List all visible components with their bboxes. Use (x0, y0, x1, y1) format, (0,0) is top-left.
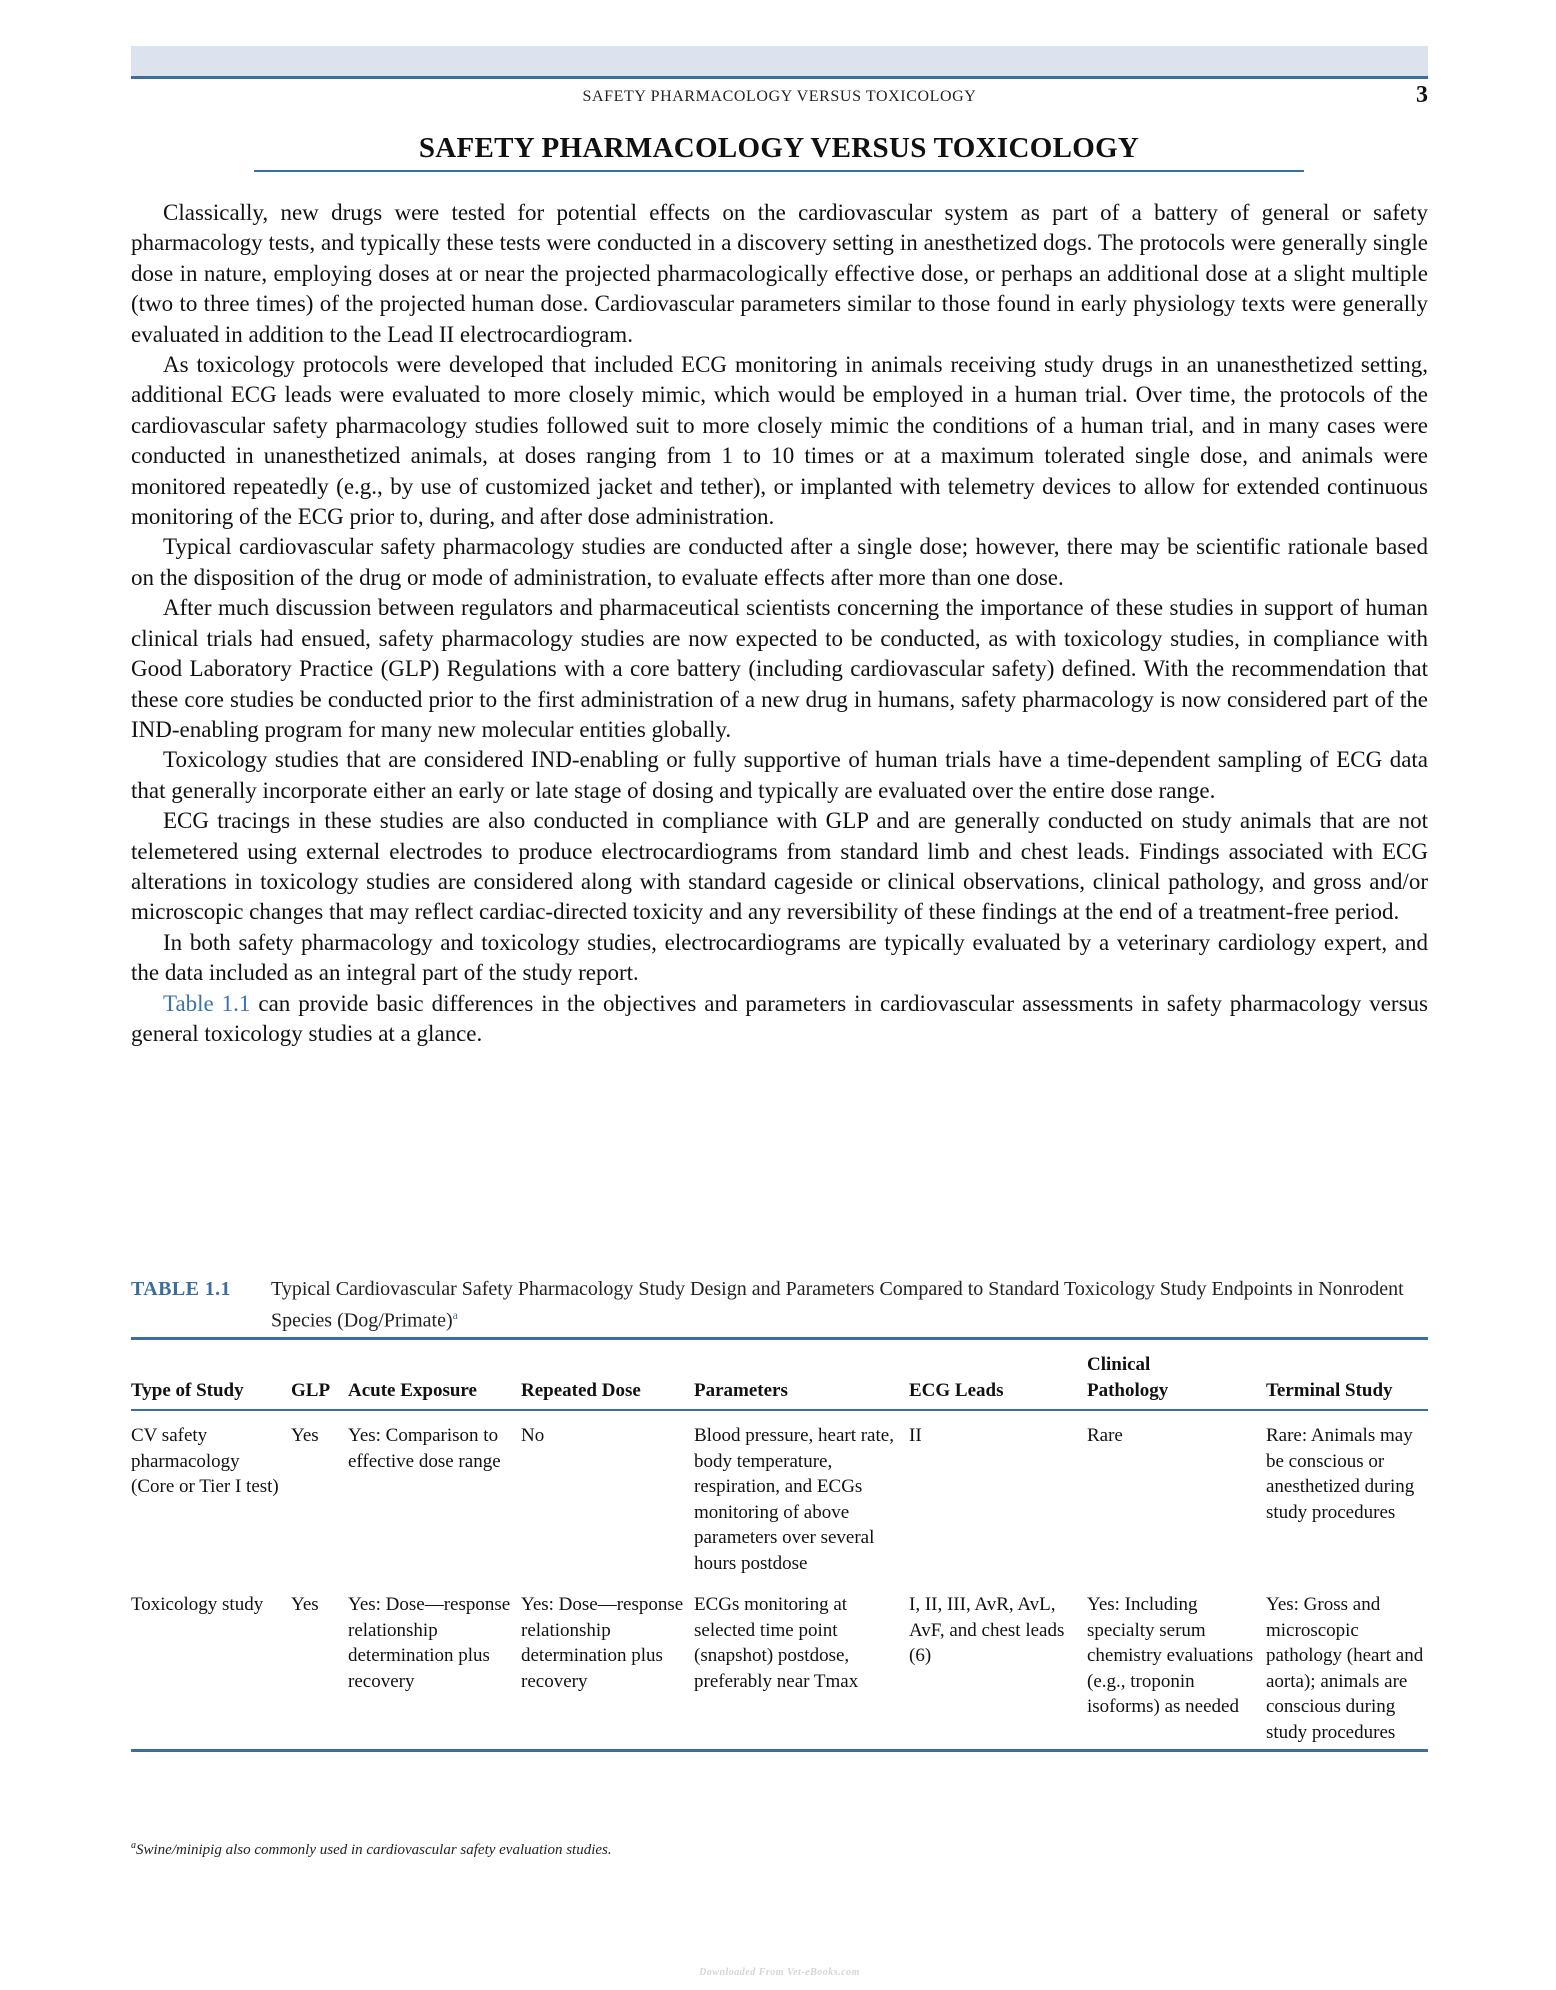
running-head: SAFETY PHARMACOLOGY VERSUS TOXICOLOGY (582, 88, 977, 105)
table-footnote (131, 1840, 1428, 1859)
watermark: Downloaded From Vet-eBooks.com (699, 1967, 860, 1978)
table-row (131, 1582, 1428, 1751)
table-header-row (131, 1339, 1428, 1411)
table-cell: No (521, 1425, 545, 1446)
table-cell: Rare (1087, 1425, 1123, 1446)
paragraph: ECG tracings in these studies are also conducted in compliance with GLP and are generally conducted on study animals that are not telemetered using external electrodes to produce electrocardiograms from standard limb and chest leads. Findings associated with ECG alterations in toxicology studies are considered along with standard cageside or clinical observations, clinical pathology, and gross and/or microscopic changes that may reflect cardiac-directed toxicity and any reversibility of these findings at the end of a treatment-free period. (131, 808, 1428, 925)
table-cell: Yes: Dose—response relationship determination plus recovery (521, 1594, 684, 1692)
column-header: ECG Leads (909, 1339, 1087, 1411)
paragraph: In both safety pharmacology and toxicology studies, electrocardiograms are typically evaluated by a veterinary cardiology expert, and the data included as an integral part of the study report. (131, 929, 1428, 986)
column-header: Type of Study (131, 1339, 291, 1411)
page-number: 3 (1416, 82, 1428, 108)
title-rule (254, 170, 1304, 172)
caption-footnote-mark[interactable]: a (452, 1308, 458, 1322)
table-caption (131, 1276, 1428, 1334)
caption-text: Typical Cardiovascular Safety Pharmacology Study Design and Parameters Compared to Standard Toxicology Study Endpoints in Nonrodent Species (Dog/Primate) (271, 1278, 1404, 1332)
column-header: Clinical Pathology (1087, 1339, 1266, 1411)
paragraph-table-reference (131, 989, 1428, 1050)
table-link[interactable]: Table 1.1 (163, 990, 251, 1016)
column-header: GLP (291, 1339, 348, 1411)
table-cell: I, II, III, AvR, AvL, AvF, and chest leads (6) (909, 1594, 1065, 1666)
table-cell: Yes: Comparison to effective dose range (348, 1425, 501, 1472)
section-title: SAFETY PHARMACOLOGY VERSUS TOXICOLOGY (418, 132, 1140, 164)
table-cell: CV safety pharmacology (Core or Tier I test) (131, 1425, 279, 1497)
table-cell: Yes: Gross and microscopic pathology (heart and aorta); animals are conscious during study procedures (1266, 1594, 1424, 1743)
column-header: Repeated Dose (521, 1339, 694, 1411)
table-label: TABLE 1.1 (131, 1278, 231, 1300)
table-cell: Blood pressure, heart rate, body temperature, respiration, and ECGs monitoring of above parameters over several hours postdose (694, 1425, 894, 1574)
table-cell: ECGs monitoring at selected time point (snapshot) postdose, preferably near Tmax (694, 1594, 859, 1692)
column-header: Terminal Study (1266, 1339, 1428, 1411)
table-caption-text (271, 1276, 1428, 1334)
paragraph: Toxicology studies that are considered IND-enabling or fully supportive of human trials have a time-dependent sampling of ECG data that generally incorporate either an early or late stage of dosing and typically are evaluated over the entire dose range. (131, 747, 1428, 803)
paragraph: After much discussion between regulators and pharmaceutical scientists concerning the importance of these studies in support of human clinical trials had ensued, safety pharmacology studies are now expected to be conducted, as with toxicology studies, in compliance with Good Laboratory Practice (GLP) Regulations with a core battery (including cardiovascular safety) defined. With the recommendation that these core studies be conducted prior to the first administration of a new drug in humans, safety pharmacology is now considered part of the IND-enabling program for many new molecular entities globally. (131, 595, 1428, 742)
paragraph: As toxicology protocols were developed that included ECG monitoring in animals receiving study drugs in an unanesthetized setting, additional ECG leads were evaluated to more closely mimic, which would be employed in a human trial. Over time, the protocols of the cardiovascular safety pharmacology studies followed suit to more closely mimic the conditions of a human trial, and in many cases were conducted in unanesthetized animals, at doses ranging from 1 to 10 times or at a maximum tolerated single dose, and animals were monitored repeatedly (e.g., by use of customized jacket and tether), or implanted with telemetry devices to allow for extended continuous monitoring of the ECG prior to, during, and after dose administration. (131, 352, 1428, 530)
column-header: Acute Exposure (348, 1339, 521, 1411)
footnote-mark: a (131, 1840, 136, 1851)
paragraph: Classically, new drugs were tested for potential effects on the cardiovascular system as part of a battery of general or safety pharmacology tests, and typically these tests were conducted in a discovery setting in anesthetized dogs. The protocols were generally single dose in nature, employing doses at or near the projected pharmacologically effective dose, or perhaps an additional dose at a slight multiple (two to three times) of the projected human dose. Cardiovascular parameters similar to those found in early physiology texts were generally evaluated in addition to the Lead II electrocardiogram. (131, 200, 1428, 347)
column-header: Parameters (694, 1339, 909, 1411)
paragraph-text: can provide basic differences in the objectives and parameters in cardiovascular assessments in safety pharmacology versus general toxicology studies at a glance. (131, 990, 1428, 1046)
table-cell: Yes (291, 1594, 319, 1615)
table-cell: II (909, 1425, 922, 1446)
table-cell: Toxicology study (131, 1594, 264, 1615)
table-cell: Yes: Including specialty serum chemistry evaluations (e.g., troponin isoforms) as needed (1087, 1594, 1254, 1717)
table-cell: Yes (291, 1425, 319, 1446)
table-cell: Yes: Dose—response relationship determination plus recovery (348, 1594, 511, 1692)
table-row (131, 1410, 1428, 1582)
comparison-table (131, 1337, 1428, 1752)
body-text (131, 198, 1428, 1049)
paragraph: Typical cardiovascular safety pharmacology studies are conducted after a single dose; however, there may be scientific rationale based on the disposition of the drug or mode of administration, to evaluate effects after more than one dose. (131, 534, 1428, 590)
table-cell: Rare: Animals may be conscious or anesthetized during study procedures (1266, 1425, 1415, 1523)
footnote-text: Swine/minipig also commonly used in cardiovascular safety evaluation studies. (136, 1842, 612, 1858)
header-bar (131, 46, 1428, 79)
